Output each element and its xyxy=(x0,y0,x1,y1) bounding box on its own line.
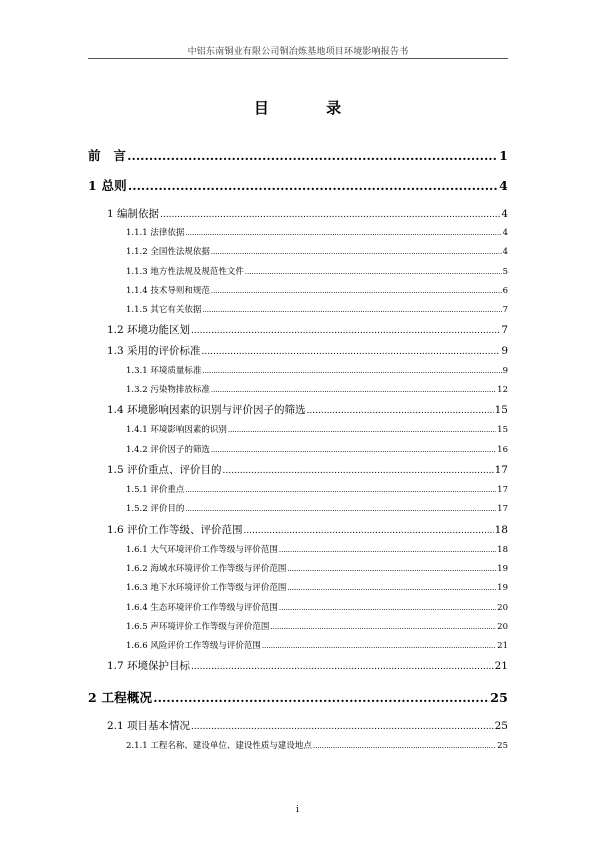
toc-entry-chapter-2[interactable] xyxy=(88,688,508,706)
toc-entry-label: 前 言 xyxy=(88,148,127,163)
dot-leader xyxy=(153,690,489,705)
dot-leader xyxy=(211,446,496,454)
dot-leader xyxy=(185,229,501,237)
toc-entry-1-1-4[interactable] xyxy=(126,284,508,296)
toc-entry-page: 25 xyxy=(490,690,508,705)
toc-entry-label: 1.1.3 地方性法规及规范性文件 xyxy=(126,267,244,277)
toc-entry-label: 1.6.6 风险评价工作等级与评价范围 xyxy=(126,641,261,651)
dot-leader xyxy=(202,367,501,375)
dot-leader xyxy=(244,526,494,536)
toc-entry-label: 2.1 项目基本情况 xyxy=(107,720,191,732)
toc-entry-page: 7 xyxy=(501,324,508,336)
dot-leader xyxy=(211,386,496,394)
toc-entry-1-3-1[interactable] xyxy=(126,364,508,376)
toc-entry-1-6-6[interactable] xyxy=(126,639,508,651)
toc-entry-label: 1.5.2 评价目的 xyxy=(126,504,185,514)
dot-leader xyxy=(191,722,494,732)
dot-leader xyxy=(223,466,494,476)
toc-entry-page: 17 xyxy=(494,464,508,476)
dot-leader xyxy=(127,148,498,163)
toc-entry-page: 17 xyxy=(497,504,508,514)
toc-entry-1-6-1[interactable] xyxy=(126,543,508,555)
toc-entry-label: 1.6.2 海域水环境评价工作等级与评价范围 xyxy=(126,564,287,574)
toc-entry-page: 15 xyxy=(494,404,508,416)
toc-entry-label: 1.4.2 评价因子的筛选 xyxy=(126,445,210,455)
dot-leader xyxy=(287,584,496,592)
toc-entry-label: 1.5 评价重点、评价目的 xyxy=(107,464,222,476)
toc-entry-label: 1.1.4 技术导则和规范 xyxy=(126,286,210,296)
toc-entry-label: 1.4.1 环境影响因素的识别 xyxy=(126,425,227,435)
toc-entry-1-1-2[interactable] xyxy=(126,245,508,257)
toc-entry-label: 1 总则 xyxy=(88,178,127,193)
toc-entry-page: 12 xyxy=(497,385,508,395)
toc-entry-page: 20 xyxy=(497,622,508,632)
toc-entry-label: 2 工程概况 xyxy=(88,690,153,705)
toc-entry-1-1-3[interactable] xyxy=(126,265,508,277)
toc-entry-page: 9 xyxy=(502,366,508,376)
toc-entry-page: 5 xyxy=(502,267,508,277)
toc-entry-page: 4 xyxy=(502,247,508,257)
toc-entry-page: 19 xyxy=(497,583,508,593)
toc-entry-2-1[interactable] xyxy=(107,718,508,733)
toc-entry-1-6-3[interactable] xyxy=(126,581,508,593)
toc-entry-1-6[interactable] xyxy=(107,522,508,537)
toc-entry-1-5-1[interactable] xyxy=(126,483,508,495)
toc-entry-label: 1.1.2 全国性法规依据 xyxy=(126,247,210,257)
toc-entry-page: 6 xyxy=(502,286,508,296)
toc-entry-1-4-2[interactable] xyxy=(126,443,508,455)
toc-entry-preface[interactable] xyxy=(88,146,508,164)
toc-entry-1-6-5[interactable] xyxy=(126,620,508,632)
toc-entry-page: 21 xyxy=(494,660,508,672)
dot-leader xyxy=(228,426,496,434)
dot-leader xyxy=(191,662,494,672)
page-number: i xyxy=(296,805,299,815)
toc-entry-1-2[interactable] xyxy=(107,322,508,337)
toc-entry-1-5[interactable] xyxy=(107,462,508,477)
toc-entry-page: 25 xyxy=(497,741,508,751)
dot-leader xyxy=(307,406,494,416)
toc-entry-label: 1.3.2 污染物排放标准 xyxy=(126,385,210,395)
page-title: 目 录 xyxy=(253,99,368,117)
toc-entry-2-1-1[interactable] xyxy=(126,739,508,751)
running-header: 中铝东南铜业有限公司铜冶炼基地项目环境影响报告书 xyxy=(187,47,409,57)
toc-entry-page: 25 xyxy=(494,720,508,732)
toc-entry-label: 1 编制依据 xyxy=(107,208,160,220)
dot-leader xyxy=(262,642,496,650)
toc-entry-1-5-2[interactable] xyxy=(126,502,508,514)
toc-entry-page: 1 xyxy=(499,148,508,163)
toc-entry-label: 2.1.1 工程名称、建设单位、建设性质与建设地点 xyxy=(126,741,312,751)
toc-entry-1-4-1[interactable] xyxy=(126,423,508,435)
toc-entry-page: 21 xyxy=(497,641,508,651)
toc-entry-label: 1.2 环境功能区划 xyxy=(107,324,191,336)
toc-entry-page: 4 xyxy=(502,228,508,238)
toc-entry-label: 1.3.1 环境质量标准 xyxy=(126,366,202,376)
dot-leader xyxy=(245,268,502,276)
dot-leader xyxy=(287,565,496,573)
toc-entry-label: 1.5.1 评价重点 xyxy=(126,485,185,495)
toc-entry-page: 18 xyxy=(494,524,508,536)
toc-entry-label: 1.6.1 大气环境评价工作等级与评价范围 xyxy=(126,545,278,555)
dot-leader xyxy=(202,347,501,357)
dot-leader xyxy=(279,604,496,612)
toc-entry-page: 17 xyxy=(497,485,508,495)
toc-entry-label: 1.6.3 地下水环境评价工作等级与评价范围 xyxy=(126,583,287,593)
toc-entry-label: 1.6.5 声环境评价工作等级与评价范围 xyxy=(126,622,270,632)
dot-leader xyxy=(202,306,501,314)
toc-entry-1-1[interactable] xyxy=(107,206,508,221)
toc-entry-label: 1.1.1 法律依据 xyxy=(126,228,185,238)
toc-entry-page: 16 xyxy=(497,445,508,455)
dot-leader xyxy=(211,248,502,256)
toc-entry-chapter-1[interactable] xyxy=(88,176,508,194)
toc-entry-page: 19 xyxy=(497,564,508,574)
toc-entry-page: 20 xyxy=(497,603,508,613)
toc-entry-1-6-4[interactable] xyxy=(126,601,508,613)
toc-entry-1-1-5[interactable] xyxy=(126,303,508,315)
toc-entry-label: 1.6 评价工作等级、评价范围 xyxy=(107,524,243,536)
dot-leader xyxy=(279,546,496,554)
toc-entry-1-3-2[interactable] xyxy=(126,383,508,395)
toc-entry-page: 18 xyxy=(497,545,508,555)
dot-leader xyxy=(211,287,502,295)
dot-leader xyxy=(185,486,496,494)
dot-leader xyxy=(128,178,498,193)
toc-entry-1-6-2[interactable] xyxy=(126,562,508,574)
toc-entry-label: 1.6.4 生态环境评价工作等级与评价范围 xyxy=(126,603,278,613)
toc-entry-label: 1.7 环境保护目标 xyxy=(107,660,191,672)
toc-entry-page: 9 xyxy=(501,345,508,357)
toc-entry-page: 15 xyxy=(497,425,508,435)
toc-entry-1-4[interactable] xyxy=(107,402,508,417)
toc-entry-page: 7 xyxy=(502,305,508,315)
dot-leader xyxy=(191,326,500,336)
toc-entry-1-7[interactable] xyxy=(107,658,508,673)
toc-entry-page: 4 xyxy=(499,178,508,193)
toc-entry-label: 1.1.5 其它有关依据 xyxy=(126,305,202,315)
toc-entry-page: 4 xyxy=(501,208,508,220)
dot-leader xyxy=(185,505,496,513)
toc-entry-1-1-1[interactable] xyxy=(126,226,508,238)
dot-leader xyxy=(313,742,496,750)
toc-entry-1-3[interactable] xyxy=(107,343,508,358)
toc-entry-label: 1.3 采用的评价标准 xyxy=(107,345,201,357)
toc-entry-label: 1.4 环境影响因素的识别与评价因子的筛选 xyxy=(107,404,306,416)
dot-leader xyxy=(160,210,500,220)
dot-leader xyxy=(270,623,496,631)
table-of-contents xyxy=(88,0,508,842)
